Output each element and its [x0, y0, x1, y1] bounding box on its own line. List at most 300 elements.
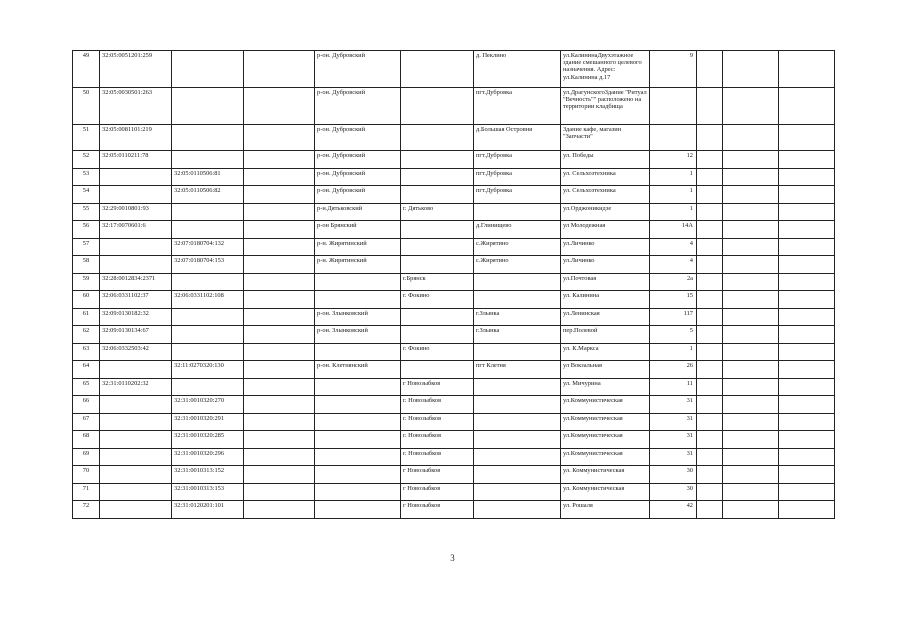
empty-cell	[697, 203, 723, 221]
address-cell: ул Вокзальная	[561, 361, 650, 379]
settlement-cell	[474, 431, 561, 449]
row-index: 62	[73, 326, 100, 344]
district-cell: р-н. Жирятинский	[315, 256, 401, 274]
table-row	[73, 361, 835, 379]
empty-cell	[723, 326, 779, 344]
row-index: 64	[73, 361, 100, 379]
house-number-cell: 12	[650, 151, 697, 169]
cadastral-number-2-cell	[172, 343, 244, 361]
empty-cell	[723, 51, 779, 88]
address-cell: ул Молодежная	[561, 221, 650, 239]
cadastral-number-cell: 32:09:0130182:32	[100, 308, 172, 326]
table-row	[73, 51, 835, 88]
cadastral-number-cell: 32:06:0332503:42	[100, 343, 172, 361]
house-number-cell: 30	[650, 483, 697, 501]
empty-cell	[779, 221, 835, 239]
district-cell: р-он. Дубровский	[315, 51, 401, 88]
row-index: 56	[73, 221, 100, 239]
empty-cell	[779, 168, 835, 186]
address-cell: ул.Почтовая	[561, 273, 650, 291]
district-cell: р-он. Дубровский	[315, 168, 401, 186]
address-cell: ул. Коммунистическая	[561, 466, 650, 484]
empty-cell	[697, 448, 723, 466]
empty-cell	[244, 186, 315, 204]
empty-cell	[779, 431, 835, 449]
table-row	[73, 186, 835, 204]
address-cell: ул. Сельхозтехника	[561, 168, 650, 186]
empty-cell	[779, 326, 835, 344]
empty-cell	[723, 396, 779, 414]
district-cell	[315, 378, 401, 396]
house-number-cell: 14А	[650, 221, 697, 239]
address-cell: Здание кафе, магазин "Запчасти"	[561, 125, 650, 151]
settlement-cell	[474, 413, 561, 431]
empty-cell	[697, 501, 723, 519]
house-number-cell: 31	[650, 448, 697, 466]
city-cell	[401, 186, 474, 204]
empty-cell	[244, 221, 315, 239]
cadastral-number-cell: 32:05:0110211:78	[100, 151, 172, 169]
settlement-cell: с.Жирятино	[474, 238, 561, 256]
empty-cell	[244, 238, 315, 256]
settlement-cell	[474, 396, 561, 414]
city-cell	[401, 238, 474, 256]
row-index: 49	[73, 51, 100, 88]
row-index: 50	[73, 88, 100, 125]
settlement-cell	[474, 343, 561, 361]
house-number-cell: 1	[650, 203, 697, 221]
empty-cell	[244, 501, 315, 519]
settlement-cell: с.Жирятино	[474, 256, 561, 274]
table-row	[73, 343, 835, 361]
address-cell: ул. К.Маркса	[561, 343, 650, 361]
cadastral-number-2-cell	[172, 326, 244, 344]
address-cell: ул.Ленинская	[561, 308, 650, 326]
empty-cell	[723, 308, 779, 326]
empty-cell	[723, 88, 779, 125]
house-number-cell: 1	[650, 186, 697, 204]
table-row	[73, 396, 835, 414]
house-number-cell: 30	[650, 466, 697, 484]
district-cell: р-он. Клетнянский	[315, 361, 401, 379]
cadastral-number-2-cell: 32:31:0010320:270	[172, 396, 244, 414]
settlement-cell: пгт.Дубровка	[474, 168, 561, 186]
empty-cell	[723, 273, 779, 291]
table-row	[73, 308, 835, 326]
row-index: 65	[73, 378, 100, 396]
empty-cell	[697, 51, 723, 88]
row-index: 70	[73, 466, 100, 484]
district-cell: р-н. Жирятинский	[315, 238, 401, 256]
empty-cell	[723, 501, 779, 519]
house-number-cell: 1	[650, 343, 697, 361]
city-cell: г Новозыбков	[401, 501, 474, 519]
cadastral-number-2-cell	[172, 378, 244, 396]
cadastral-number-cell: 32:05:0030501:263	[100, 88, 172, 125]
settlement-cell	[474, 448, 561, 466]
row-index: 72	[73, 501, 100, 519]
cadastral-number-2-cell	[172, 88, 244, 125]
empty-cell	[697, 483, 723, 501]
cadastral-number-2-cell: 32:07:0180704:153	[172, 256, 244, 274]
settlement-cell: д.Глинищево	[474, 221, 561, 239]
row-index: 67	[73, 413, 100, 431]
empty-cell	[244, 273, 315, 291]
empty-cell	[244, 361, 315, 379]
empty-cell	[697, 326, 723, 344]
empty-cell	[723, 448, 779, 466]
empty-cell	[779, 343, 835, 361]
table-row	[73, 238, 835, 256]
district-cell	[315, 448, 401, 466]
city-cell: г Новозыбков	[401, 466, 474, 484]
house-number-cell: 9	[650, 51, 697, 88]
cadastral-number-2-cell	[172, 308, 244, 326]
house-number-cell: 31	[650, 431, 697, 449]
city-cell: г.Брянск	[401, 273, 474, 291]
row-index: 66	[73, 396, 100, 414]
settlement-cell	[474, 501, 561, 519]
empty-cell	[244, 88, 315, 125]
table-row	[73, 501, 835, 519]
empty-cell	[779, 466, 835, 484]
cadastral-number-cell: 32:29:0010801:93	[100, 203, 172, 221]
city-cell	[401, 308, 474, 326]
cadastral-number-cell	[100, 466, 172, 484]
row-index: 57	[73, 238, 100, 256]
address-cell: ул.Коммунистическая	[561, 431, 650, 449]
empty-cell	[723, 361, 779, 379]
house-number-cell: 11	[650, 378, 697, 396]
cadastral-number-cell: 32:28:0012834:2371	[100, 273, 172, 291]
empty-cell	[697, 238, 723, 256]
table-row	[73, 203, 835, 221]
address-cell: ул. Победы	[561, 151, 650, 169]
settlement-cell	[474, 291, 561, 309]
city-cell: г. Новозыбков	[401, 431, 474, 449]
house-number-cell: 117	[650, 308, 697, 326]
empty-cell	[697, 413, 723, 431]
empty-cell	[697, 378, 723, 396]
city-cell	[401, 326, 474, 344]
row-index: 53	[73, 168, 100, 186]
district-cell	[315, 343, 401, 361]
empty-cell	[723, 238, 779, 256]
empty-cell	[723, 186, 779, 204]
city-cell: г. Новозыбков	[401, 396, 474, 414]
district-cell: р-он. Злынковский	[315, 308, 401, 326]
row-index: 52	[73, 151, 100, 169]
cadastral-number-2-cell	[172, 203, 244, 221]
city-cell	[401, 88, 474, 125]
cadastral-number-cell	[100, 361, 172, 379]
table-row	[73, 378, 835, 396]
table-row	[73, 221, 835, 239]
table-row	[73, 88, 835, 125]
cadastral-number-cell	[100, 238, 172, 256]
address-cell: ул. Мичурина	[561, 378, 650, 396]
cadastral-number-cell	[100, 483, 172, 501]
district-cell	[315, 501, 401, 519]
empty-cell	[697, 88, 723, 125]
address-cell: пер.Полевой	[561, 326, 650, 344]
address-cell: ул.Коммунистическая	[561, 448, 650, 466]
address-cell: ул.Коммунистическая	[561, 396, 650, 414]
row-index: 69	[73, 448, 100, 466]
city-cell	[401, 256, 474, 274]
cadastral-number-cell	[100, 431, 172, 449]
empty-cell	[779, 448, 835, 466]
table-row	[73, 466, 835, 484]
cadastral-number-cell	[100, 186, 172, 204]
district-cell	[315, 413, 401, 431]
address-cell: ул.КалининаДвухэтажное здание смешанного целевого назначения. Адрес: ул.Калинина д.17	[561, 51, 650, 88]
empty-cell	[723, 151, 779, 169]
city-cell: г Новозыбков	[401, 483, 474, 501]
cadastral-number-cell	[100, 501, 172, 519]
house-number-cell: 31	[650, 396, 697, 414]
district-cell	[315, 483, 401, 501]
cadastral-number-cell	[100, 256, 172, 274]
cadastral-number-2-cell	[172, 151, 244, 169]
empty-cell	[244, 448, 315, 466]
empty-cell	[723, 221, 779, 239]
house-number-cell: 1	[650, 168, 697, 186]
city-cell	[401, 361, 474, 379]
table-row	[73, 483, 835, 501]
empty-cell	[723, 483, 779, 501]
cadastral-number-2-cell: 32:05:0110506:82	[172, 186, 244, 204]
empty-cell	[697, 151, 723, 169]
empty-cell	[723, 168, 779, 186]
cadastral-number-cell: 32:31:0110202:32	[100, 378, 172, 396]
table-row	[73, 413, 835, 431]
table-row	[73, 168, 835, 186]
table-row	[73, 125, 835, 151]
table-row	[73, 431, 835, 449]
cadastral-number-2-cell: 32:31:0010320:285	[172, 431, 244, 449]
empty-cell	[779, 501, 835, 519]
cadastral-number-cell	[100, 448, 172, 466]
cadastral-number-2-cell	[172, 221, 244, 239]
empty-cell	[723, 203, 779, 221]
empty-cell	[697, 273, 723, 291]
row-index: 58	[73, 256, 100, 274]
cadastral-number-2-cell: 32:11:0270320:130	[172, 361, 244, 379]
table-row	[73, 151, 835, 169]
property-registry-table	[72, 50, 835, 519]
row-index: 63	[73, 343, 100, 361]
settlement-cell	[474, 483, 561, 501]
empty-cell	[779, 308, 835, 326]
address-cell: ул. Калинина	[561, 291, 650, 309]
house-number-cell	[650, 125, 697, 151]
cadastral-number-2-cell	[172, 51, 244, 88]
empty-cell	[244, 396, 315, 414]
cadastral-number-2-cell: 32:07:0180704:132	[172, 238, 244, 256]
empty-cell	[779, 238, 835, 256]
cadastral-number-cell: 32:09:0130134:67	[100, 326, 172, 344]
settlement-cell: д.Большая Островня	[474, 125, 561, 151]
empty-cell	[697, 308, 723, 326]
empty-cell	[244, 483, 315, 501]
house-number-cell: 4	[650, 238, 697, 256]
address-cell: ул.ДрагунскогоЗдание "Ритуал "Вечность"" расположено на территории кладбища	[561, 88, 650, 125]
page-number: 3	[450, 553, 455, 563]
cadastral-number-2-cell: 32:31:0010320:291	[172, 413, 244, 431]
address-cell: ул.Коммунистическая	[561, 413, 650, 431]
empty-cell	[723, 291, 779, 309]
empty-cell	[697, 361, 723, 379]
address-cell: ул.Личинко	[561, 256, 650, 274]
row-index: 54	[73, 186, 100, 204]
empty-cell	[779, 88, 835, 125]
city-cell	[401, 168, 474, 186]
empty-cell	[779, 273, 835, 291]
district-cell: р-он. Дубровский	[315, 151, 401, 169]
empty-cell	[697, 396, 723, 414]
empty-cell	[779, 151, 835, 169]
city-cell: г. Дятьково	[401, 203, 474, 221]
house-number-cell	[650, 88, 697, 125]
table-row	[73, 448, 835, 466]
row-index: 51	[73, 125, 100, 151]
table-row	[73, 291, 835, 309]
cadastral-number-2-cell: 32:31:0120201:101	[172, 501, 244, 519]
cadastral-number-2-cell	[172, 125, 244, 151]
city-cell: г. Новозыбков	[401, 448, 474, 466]
table-row	[73, 256, 835, 274]
settlement-cell	[474, 273, 561, 291]
district-cell	[315, 431, 401, 449]
empty-cell	[723, 466, 779, 484]
address-cell: ул. Коммунистическая	[561, 483, 650, 501]
city-cell	[401, 151, 474, 169]
district-cell	[315, 396, 401, 414]
district-cell	[315, 291, 401, 309]
row-index: 71	[73, 483, 100, 501]
district-cell: р-н.Дятьковский	[315, 203, 401, 221]
empty-cell	[244, 466, 315, 484]
cadastral-number-2-cell: 32:05:0110506:81	[172, 168, 244, 186]
district-cell: р-он. Дубровский	[315, 125, 401, 151]
district-cell: р-он. Дубровский	[315, 186, 401, 204]
empty-cell	[723, 343, 779, 361]
settlement-cell: г.Злынка	[474, 308, 561, 326]
empty-cell	[244, 326, 315, 344]
city-cell	[401, 125, 474, 151]
table-row	[73, 273, 835, 291]
house-number-cell: 2а	[650, 273, 697, 291]
empty-cell	[697, 256, 723, 274]
empty-cell	[723, 431, 779, 449]
settlement-cell: г.Злынка	[474, 326, 561, 344]
cadastral-number-cell	[100, 168, 172, 186]
house-number-cell: 26	[650, 361, 697, 379]
empty-cell	[244, 151, 315, 169]
empty-cell	[244, 413, 315, 431]
empty-cell	[697, 291, 723, 309]
settlement-cell	[474, 466, 561, 484]
address-cell: ул.Орджоникидзе	[561, 203, 650, 221]
address-cell: ул.Личинко	[561, 238, 650, 256]
row-index: 59	[73, 273, 100, 291]
row-index: 68	[73, 431, 100, 449]
cadastral-number-2-cell: 32:31:0010313:153	[172, 483, 244, 501]
settlement-cell: пгт Клетня	[474, 361, 561, 379]
empty-cell	[779, 378, 835, 396]
empty-cell	[697, 221, 723, 239]
house-number-cell: 15	[650, 291, 697, 309]
settlement-cell: пгт.Дубровка	[474, 88, 561, 125]
address-cell: ул. Рошаля	[561, 501, 650, 519]
empty-cell	[244, 125, 315, 151]
empty-cell	[244, 343, 315, 361]
house-number-cell: 31	[650, 413, 697, 431]
district-cell	[315, 273, 401, 291]
city-cell: г Новозыбков	[401, 378, 474, 396]
table-row	[73, 326, 835, 344]
empty-cell	[244, 431, 315, 449]
district-cell: р-он. Дубровский	[315, 88, 401, 125]
cadastral-number-2-cell	[172, 273, 244, 291]
house-number-cell: 42	[650, 501, 697, 519]
district-cell: р-он Брянский	[315, 221, 401, 239]
cadastral-number-cell: 32:05:0081101:219	[100, 125, 172, 151]
empty-cell	[697, 431, 723, 449]
row-index: 60	[73, 291, 100, 309]
empty-cell	[697, 168, 723, 186]
address-cell: ул. Сельхозтехника	[561, 186, 650, 204]
house-number-cell: 4	[650, 256, 697, 274]
empty-cell	[697, 466, 723, 484]
cadastral-number-cell: 32:06:0331102:37	[100, 291, 172, 309]
empty-cell	[244, 378, 315, 396]
empty-cell	[779, 413, 835, 431]
empty-cell	[779, 291, 835, 309]
empty-cell	[723, 413, 779, 431]
district-cell	[315, 466, 401, 484]
settlement-cell	[474, 203, 561, 221]
empty-cell	[779, 51, 835, 88]
empty-cell	[244, 308, 315, 326]
empty-cell	[779, 256, 835, 274]
row-index: 55	[73, 203, 100, 221]
city-cell	[401, 221, 474, 239]
cadastral-number-cell	[100, 413, 172, 431]
cadastral-number-cell: 32:05:0051201:259	[100, 51, 172, 88]
empty-cell	[244, 168, 315, 186]
settlement-cell: д. Пеклино	[474, 51, 561, 88]
cadastral-number-2-cell: 32:06:0331102:108	[172, 291, 244, 309]
empty-cell	[697, 186, 723, 204]
empty-cell	[244, 256, 315, 274]
city-cell	[401, 51, 474, 88]
empty-cell	[779, 483, 835, 501]
empty-cell	[244, 51, 315, 88]
empty-cell	[723, 378, 779, 396]
empty-cell	[723, 256, 779, 274]
settlement-cell: пгт.Дубровка	[474, 186, 561, 204]
empty-cell	[244, 291, 315, 309]
house-number-cell: 5	[650, 326, 697, 344]
empty-cell	[697, 125, 723, 151]
empty-cell	[723, 125, 779, 151]
settlement-cell: пгт.Дубровка	[474, 151, 561, 169]
empty-cell	[779, 361, 835, 379]
empty-cell	[779, 203, 835, 221]
empty-cell	[697, 343, 723, 361]
